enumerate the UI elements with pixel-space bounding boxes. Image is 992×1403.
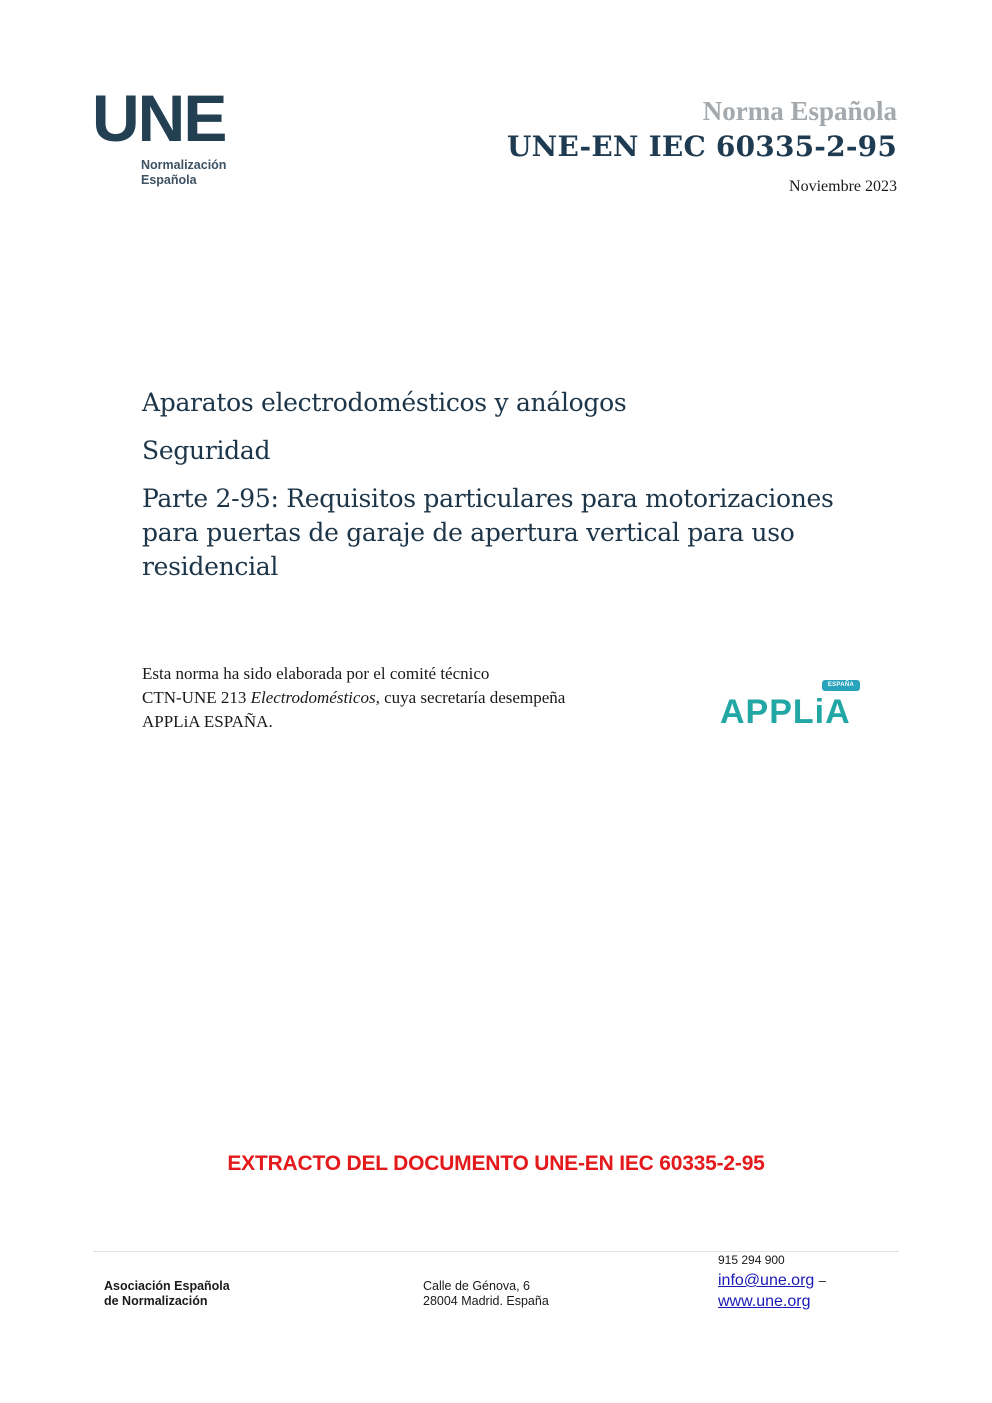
une-logo [92,81,242,200]
applia-badge: ESPAÑA [822,680,860,691]
applia-logo [720,678,862,734]
committee-line-2-prefix: CTN-UNE 213 [142,688,251,707]
extract-notice: EXTRACTO DEL DOCUMENTO UNE-EN IEC 60335-2-95 [227,1152,765,1175]
footer-divider [93,1251,899,1252]
footer-phone: 915 294 900 [718,1253,785,1267]
title-line-2: Seguridad [142,436,271,465]
footer-links [718,1270,826,1312]
title-line-3: Parte 2-95: Requisitos particulares para motorizaciones para puertas de garaje de apertura vertical para uso residencial [142,484,834,581]
footer-address [423,1279,549,1309]
publication-date: Noviembre 2023 [789,178,897,195]
standard-code: UNE-EN IEC 60335-2-95 [507,130,897,163]
footer-separator: – [818,1273,826,1288]
une-logo-mark: UNE [92,81,226,155]
applia-wordmark: APPLiA [720,693,851,731]
une-logo-subtitle-line2: Española [141,173,197,187]
une-logo-subtitle-line1: Normalización [141,158,227,172]
committee-line-1: Esta norma ha sido elaborada por el comité técnico [142,664,490,683]
website-link[interactable]: www.une.org [718,1293,811,1310]
document-kicker: Norma Española [702,96,897,126]
committee-line-3: APPLiA ESPAÑA. [142,712,273,731]
footer-organization [104,1279,230,1309]
title-line-1: Aparatos electrodomésticos y análogos [142,388,627,417]
email-link[interactable]: info@une.org [718,1272,815,1289]
committee-name: Electrodomésticos [250,688,376,707]
committee-line-2-suffix: , cuya secretaría desempeña [375,688,566,707]
document-titles [142,386,882,584]
footer-org-line-1: Asociación Española [104,1279,230,1293]
footer-addr-line-2: 28004 Madrid. España [423,1294,549,1308]
footer-addr-line-1: Calle de Génova, 6 [423,1279,531,1293]
footer-org-line-2: de Normalización [104,1294,208,1308]
une-logo-subtitle [141,158,242,188]
committee-statement [142,662,702,734]
